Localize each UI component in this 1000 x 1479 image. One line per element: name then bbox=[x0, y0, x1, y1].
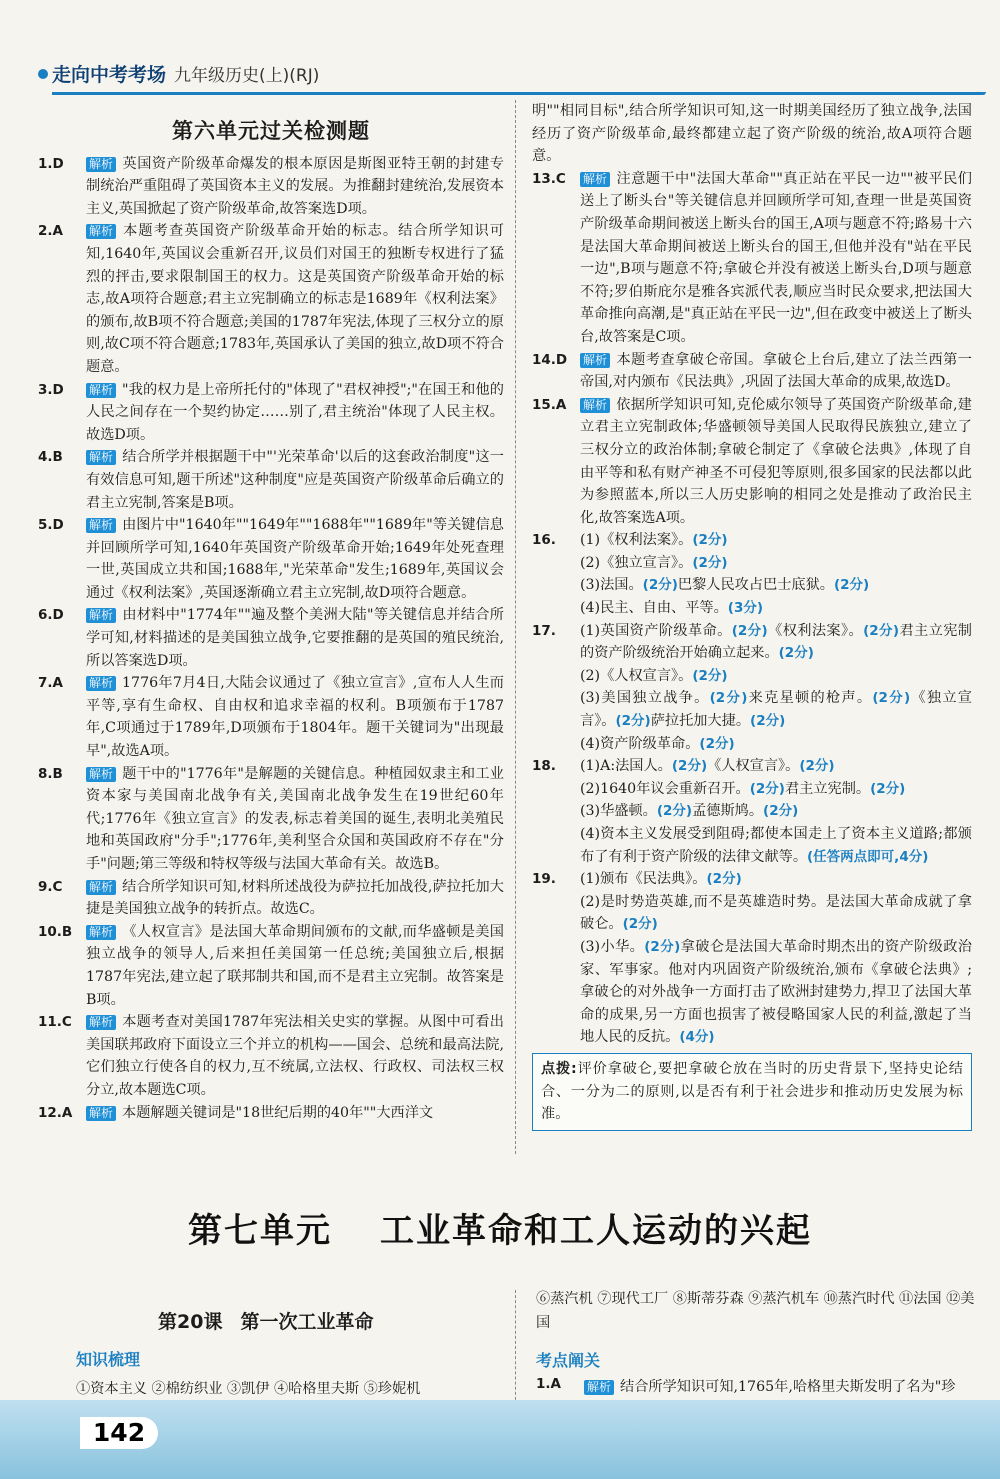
answer-16: 16. (1)《权利法案》。(2分) (2)《独立宣言》。(2分) (3)法国。(2分)巴黎人民攻占巴士底狱。(2分) (4)民主、自由、平等。(3分) bbox=[532, 532, 870, 617]
answer-item bbox=[532, 394, 972, 530]
answer-number: 11.C bbox=[38, 1014, 72, 1031]
answer-text: 本题考查拿破仑帝国。拿破仑上台后,建立了法兰西第一帝国,对内颁布《民法典》,巩固了法国大革命的成果,故选D。 bbox=[580, 351, 972, 391]
analysis-tag-icon: 解析 bbox=[86, 224, 116, 239]
analysis-tag-icon: 解析 bbox=[86, 1015, 116, 1030]
tip-text: 评价拿破仑,要把拿破仑放在当时的历史背景下,坚持史论结合、一分为二的原则,以是否有利于社会进步和推动历史发展为标准。 bbox=[541, 1060, 963, 1123]
unit-title: 第七单元 工业革命和工人运动的兴起 bbox=[188, 1211, 812, 1251]
answer-item bbox=[38, 446, 504, 514]
answer-number: 6.D bbox=[38, 607, 64, 624]
answer-number: 1.D bbox=[38, 155, 64, 172]
analysis-tag-icon: 解析 bbox=[580, 172, 610, 187]
tip-box bbox=[532, 1053, 972, 1131]
exam-question-1: 1.A 解析 结合所学知识可知,1765年,哈格里夫斯发明了名为"珍 bbox=[536, 1376, 956, 1395]
answer-18: 18. (1)A:法国人。(2分)《人权宣言》。(2分) (2)1640年议会重新召开。(2分)君主立宪制。(2分) (3)华盛顿。(2分)孟德斯鸠。(2分) (4)资本主义发展受到阻碍;都使本国走上了资本主义道路;都颁布了有利于资产阶级的法律文献等。(任答两点即可,4分) bbox=[532, 758, 972, 865]
right-column bbox=[532, 100, 972, 1131]
answer-number: 3.D bbox=[38, 381, 64, 398]
answer-number: 7.A bbox=[38, 675, 63, 692]
answer-text: 由图片中"1640年""1649年""1688年""1689年"等关键信息并回顾所学可知,1640年英国资产阶级革命开始;1649年处死查理一世,英国成立共和国;1688年,"光荣革命"发生;1689年,英国议会通过《权利法案》,英国逐渐确立君主立宪制,故D项符合题意。 bbox=[86, 517, 504, 601]
answer-number: 12.A bbox=[38, 1104, 73, 1121]
analysis-tag-icon: 解析 bbox=[86, 608, 116, 623]
page-number: 142 bbox=[80, 1417, 158, 1449]
answer-item bbox=[38, 672, 504, 762]
answer-text: 结合所学知识可知,材料所述战役为萨拉托加战役,萨拉托加大捷是美国独立战争的转折点。故选C。 bbox=[86, 878, 504, 918]
analysis-tag-icon: 解析 bbox=[86, 1106, 116, 1121]
answer-item bbox=[532, 168, 972, 349]
analysis-tag-icon: 解析 bbox=[86, 925, 116, 940]
answer-number: 10.B bbox=[38, 923, 73, 940]
answer-number: 15.A bbox=[532, 396, 567, 413]
analysis-tag-icon: 解析 bbox=[580, 398, 610, 413]
bullet-dot-icon bbox=[38, 69, 48, 79]
answer-17: 17. (1)英国资产阶级革命。(2分)《权利法案》。(2分)君主立宪制的资产阶级统治开始确立起来。(2分) (2)《人权宣言》。(2分) (3)美国独立战争。(2分)来克星顿的枪声。(2分)《独立宣言》。(2分)萨拉托加大捷。(2分) (4)资产阶级革命。(2分) bbox=[532, 622, 972, 752]
answer-item bbox=[38, 514, 504, 604]
analysis-tag-icon: 解析 bbox=[584, 1380, 614, 1395]
analysis-tag-icon: 解析 bbox=[86, 767, 116, 782]
knowledge-heading: 知识梳理 bbox=[76, 1350, 141, 1369]
exam-heading: 考点阐关 bbox=[536, 1351, 601, 1370]
answer-text: 结合所学并根据题干中"'光荣革命'以后的这套政治制度"这一有效信息可知,题干所述"这种制度"应是英国资产阶级革命后确立的君主立宪制,答案是B项。 bbox=[86, 449, 504, 511]
analysis-tag-icon: 解析 bbox=[86, 383, 116, 398]
answer-text: "我的权力是上帝所托付的"体现了"君权神授";"在国王和他的人民之间存在一个契约协定……别了,君主统治"体现了人民主权。故选D项。 bbox=[86, 381, 504, 443]
answer-item bbox=[38, 153, 504, 221]
analysis-tag-icon: 解析 bbox=[86, 157, 116, 172]
answer-item bbox=[38, 763, 504, 876]
answer-number: 5.D bbox=[38, 517, 64, 534]
page-header bbox=[38, 60, 319, 90]
answer-number: 8.B bbox=[38, 765, 63, 782]
analysis-tag-icon: 解析 bbox=[86, 518, 116, 533]
answer-item bbox=[38, 379, 504, 447]
column-divider-lower bbox=[515, 1290, 516, 1410]
answer-text: 注意题干中"法国大革命""真正站在平民一边""被平民们送上了断头台"等关键信息并回顾所学可知,查理一世是英国资产阶级革命期间被送上断头台的国王,A项与题意不符;路易十六是法国大革命期间被送上断头台的国王,但他并没有"站在平民一边",B项与题意不符;拿破仑并没有被送上断头台,D项与题意不符;罗伯斯庇尔是雅各宾派代表,顺应当时民众要求,把法国大革命推向高潮,是"真正站在平民一边",但在政变中被送上了断头台,故答案是C项。 bbox=[580, 170, 972, 345]
answer-text: 英国资产阶级革命爆发的根本原因是斯图亚特王朝的封建专制统治严重阻碍了英国资本主义的发展。为推翻封建统治,发展资本主义,英国掀起了资产阶级革命,故答案选D项。 bbox=[86, 155, 504, 217]
left-column bbox=[38, 100, 504, 1124]
series-title: 走向中考考场 bbox=[52, 64, 167, 86]
tip-label: 点拨: bbox=[541, 1060, 577, 1077]
answer-text: 依据所学知识可知,克伦威尔领导了英国资产阶级革命,建立君主立宪制政体;华盛顿领导美国人民取得民族独立,建立了三权分立的政治体制;拿破仑制定了《拿破仑法典》,体现了自由平等和私有财产神圣不可侵犯等原则,很多国家的民法都以此为参照蓝本,所以三人历史影响的相同之处是推动了政治民主化,故答案选A项。 bbox=[580, 396, 972, 526]
answer-item bbox=[38, 876, 504, 921]
knowledge-list: ①资本主义 ②棉纺织业 ③凯伊 ④哈格里夫斯 ⑤珍妮机 bbox=[76, 1381, 421, 1397]
section-title: 第六单元过关检测题 bbox=[172, 119, 370, 143]
answer-number: 9.C bbox=[38, 878, 63, 895]
answer-item bbox=[38, 921, 504, 1011]
answer-text: 本题解题关键词是"18世纪后期的40年""大西洋文 bbox=[122, 1104, 434, 1121]
answer-text: 由材料中"1774年""遍及整个美洲大陆"等关键信息并结合所学可知,材料描述的是美国独立战争,它要推翻的是英国的殖民统治,所以答案选D项。 bbox=[86, 607, 504, 669]
answer-item bbox=[38, 1011, 504, 1101]
answer-number: 13.C bbox=[532, 170, 566, 187]
answer-text: 题干中的"1776年"是解题的关键信息。种植园奴隶主和工业资本家与美国南北战争有关,美国南北战争发生在19世纪60年代;1776年《独立宣言》的发表,标志着美国的诞生,表明北美殖民地和英国政府"分手";1776年,美利坚合众国和英国政府不存在"分手"问题;第三等级和特权等级与法国大革命有关。故选B。 bbox=[86, 765, 504, 872]
answer-number: 2.A bbox=[38, 223, 63, 240]
answer-text: 《人权宣言》是法国大革命期间颁布的文献,而华盛顿是美国独立战争的领导人,后来担任美国第一任总统;美国独立后,根据1787年宪法,建立起了联邦制共和国,而不是君主立宪制。故答案是B项。 bbox=[86, 923, 504, 1008]
continued-answer: 明""相同目标",结合所学知识可知,这一时期美国经历了独立战争,法国经历了资产阶级革命,最终都建立起了资产阶级的统治,故A项符合题意。 bbox=[532, 103, 972, 165]
book-title: 九年级历史(上)(RJ) bbox=[174, 66, 320, 86]
lesson-title: 第20课 第一次工业革命 bbox=[158, 1311, 374, 1333]
analysis-tag-icon: 解析 bbox=[86, 676, 116, 691]
answer-number: 14.D bbox=[532, 351, 568, 368]
column-divider bbox=[515, 100, 516, 1154]
answer-text: 1776年7月4日,大陆会议通过了《独立宣言》,宣布人人生而平等,享有生命权、自由权和追求幸福的权利。B项颁布于1787年,C项通过于1789年,D项颁布于1804年。题干关键词为"出现最早",故选A项。 bbox=[86, 675, 504, 760]
answer-text: 本题考查对美国1787年宪法相关史实的掌握。从图中可看出美国联邦政府下面设立三个并立的机构——国会、总统和最高法院,它们独立行使各自的权力,互不统属,立法权、行政权、司法权三权分立,故本题选C项。 bbox=[86, 1014, 504, 1098]
answer-item bbox=[38, 1102, 504, 1125]
knowledge-list-cont: ⑥蒸汽机 ⑦现代工厂 ⑧斯蒂芬森 ⑨蒸汽机车 ⑩蒸汽时代 ⑪法国 ⑫美国 bbox=[536, 1291, 975, 1331]
answer-number: 4.B bbox=[38, 449, 63, 466]
answer-item bbox=[38, 220, 504, 378]
analysis-tag-icon: 解析 bbox=[86, 450, 116, 465]
header-rule bbox=[52, 92, 986, 95]
answer-19: 19. (1)颁布《民法典》。(2分) (2)是时势造英雄,而不是英雄造时势。是法国大革命成就了拿破仑。(2分) (3)小华。(2分)拿破仑是法国大革命时期杰出的资产阶级政治家、军事家。他对内巩固资产阶级统治,颁布《拿破仑法典》;拿破仑的对外战争一方面打击了欧洲封建势力,捍卫了法国大革命的成果,另一方面也损害了被侵略国家人民的利益,激起了当地人民的反抗。(4分) bbox=[532, 871, 972, 1046]
answer-item bbox=[38, 604, 504, 672]
answer-item bbox=[532, 349, 972, 394]
analysis-tag-icon: 解析 bbox=[86, 880, 116, 895]
answer-text: 本题考查英国资产阶级革命开始的标志。结合所学知识可知,1640年,英国议会重新召开,议员们对国王的独断专权进行了猛烈的抨击,要求限制国王的权力。这是英国资产阶级革命开始的标志,故A项符合题意;君主立宪制确立的标志是1689年《权利法案》的颁布,故B项不符合题意;美国的1787年宪法,体现了三权分立的原则,故C项不符合题意;1783年,英国承认了美国的独立,故D项不符合题意。 bbox=[86, 223, 504, 375]
analysis-tag-icon: 解析 bbox=[580, 353, 610, 368]
